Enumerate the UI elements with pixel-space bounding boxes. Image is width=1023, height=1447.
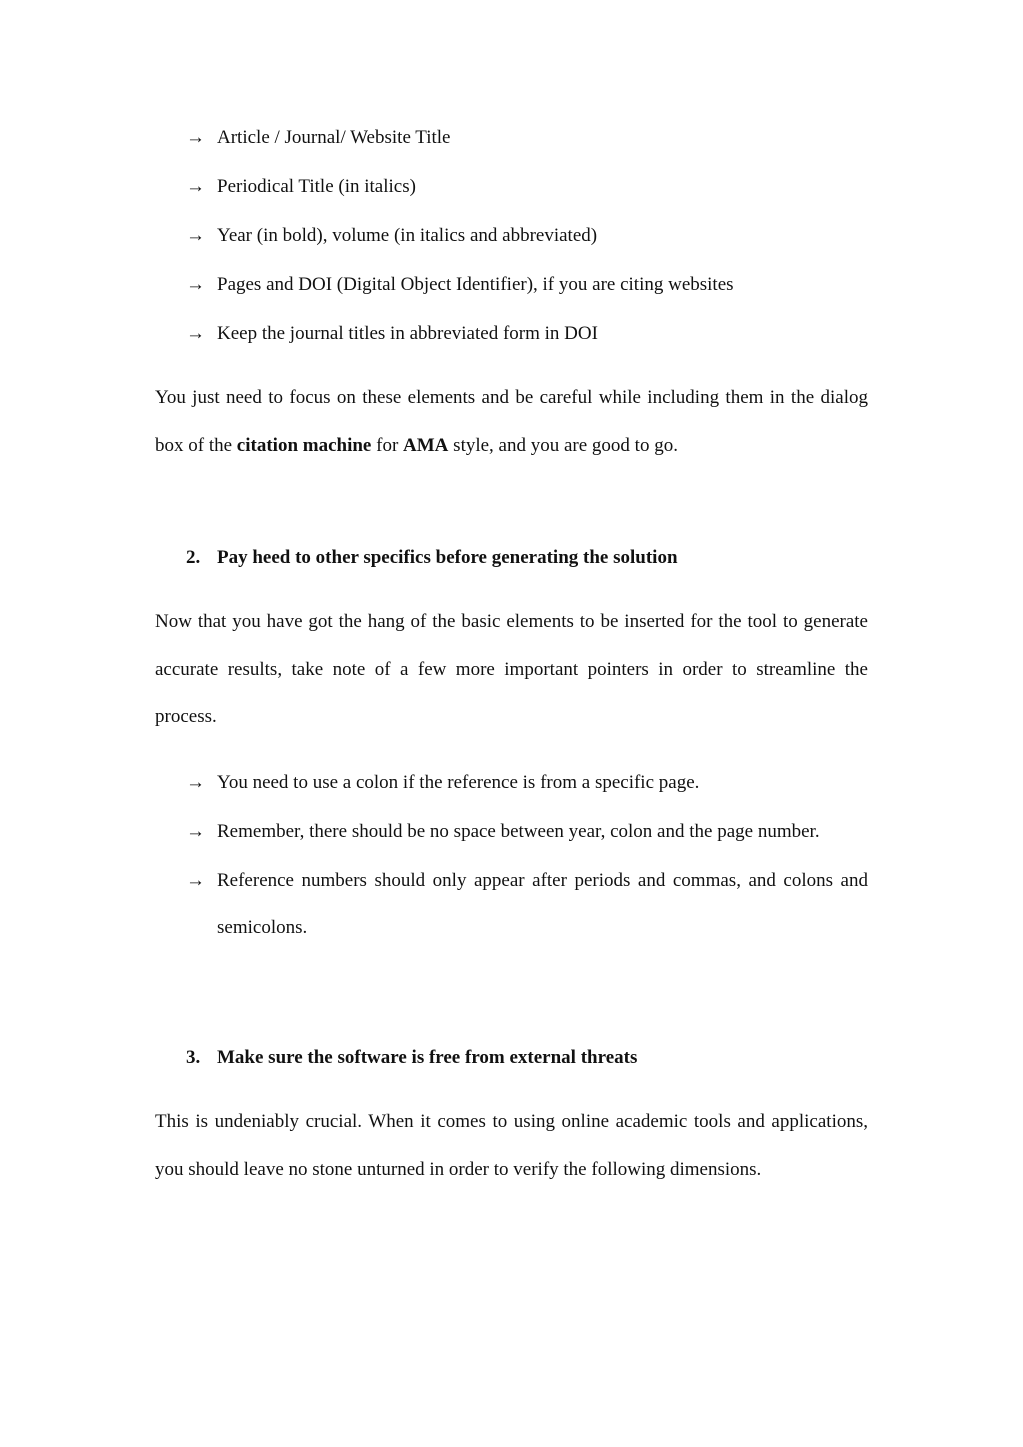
arrow-right-icon: → — [186, 176, 205, 197]
arrow-right-icon: → — [186, 323, 205, 344]
paragraph-body: This is undeniably crucial. When it comes to using online academic tools and applications, you should leave no stone unturned in order to verify the following dimensions. — [155, 1111, 868, 1180]
section-number: 2. — [186, 547, 201, 568]
arrow-right-icon: → — [186, 772, 205, 793]
arrow-right-icon: → — [186, 225, 205, 246]
bold-term: citation machine — [236, 434, 372, 456]
list-item-text: Periodical Title (in italics) — [217, 176, 416, 197]
paragraph-text: for — [371, 434, 404, 456]
list-item — [186, 212, 868, 259]
arrow-right-icon: → — [186, 274, 205, 295]
arrow-right-icon: → — [186, 127, 205, 148]
section-heading — [186, 1034, 868, 1081]
list-item — [186, 808, 868, 855]
list-item-text: Reference numbers should only appear after periods and commas, and colons and semicolons. — [217, 870, 868, 938]
list-item-text: Keep the journal titles in abbreviated form in DOI — [217, 323, 598, 344]
bold-term: AMA — [403, 434, 449, 456]
list-item-text: Article / Journal/ Website Title — [217, 127, 451, 148]
list-item — [186, 261, 868, 308]
list-item — [186, 759, 868, 806]
list-item-text: Year (in bold), volume (in italics and abbreviated) — [217, 225, 598, 246]
arrow-right-icon: → — [186, 821, 205, 842]
list-item — [186, 114, 868, 161]
paragraph-text: You just need to focus on these elements and be careful while including them in the dialog box of the — [155, 387, 868, 456]
section-heading — [186, 534, 868, 581]
arrow-right-icon: → — [186, 870, 205, 891]
list-item — [186, 163, 868, 210]
list-item-text: You need to use a colon if the reference is from a specific page. — [217, 772, 700, 793]
paragraph-body: Now that you have got the hang of the basic elements to be inserted for the tool to generate accurate results, take note of a few more important pointers in order to streamline the process. — [155, 611, 868, 727]
section-number: 3. — [186, 1047, 201, 1068]
paragraph-text: style, and you are good to go. — [448, 434, 678, 456]
list-item — [186, 310, 868, 357]
list-item-text: Remember, there should be no space between year, colon and the page number. — [217, 821, 820, 842]
list-item — [186, 857, 868, 951]
section-title: Make sure the software is free from external threats — [217, 1047, 638, 1068]
section-title: Pay heed to other specifics before generating the solution — [217, 547, 678, 568]
list-item-text: Pages and DOI (Digital Object Identifier), if you are citing websites — [217, 274, 734, 295]
paragraph-intro — [155, 374, 868, 469]
